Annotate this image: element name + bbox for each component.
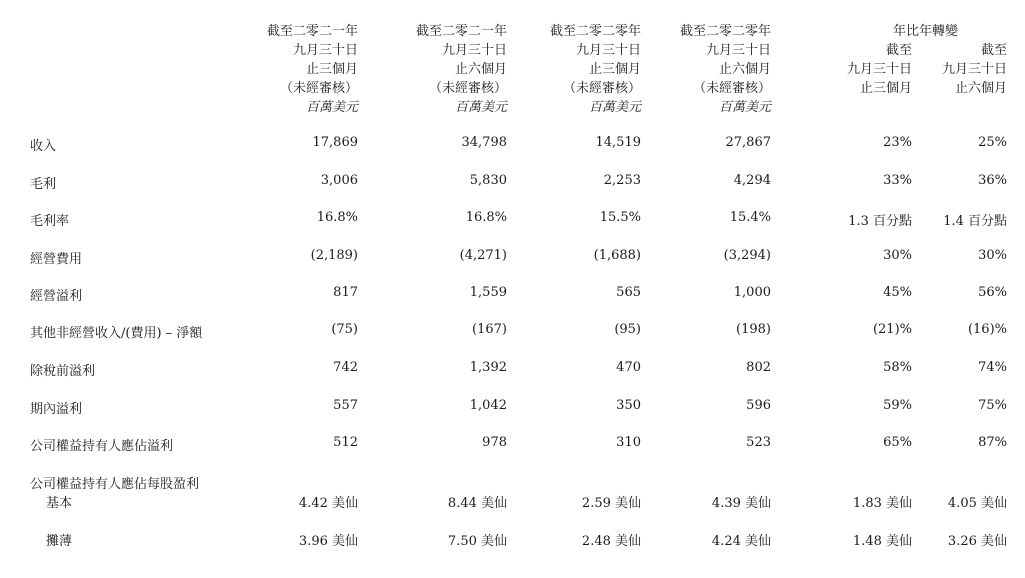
row-label: 公司權益持有人應佔溢利 (30, 439, 174, 454)
table-cell: 4.39 美仙 (711, 496, 771, 511)
table-cell: 45% (883, 285, 912, 300)
header-line: 截至 (885, 43, 912, 58)
table-cell: 25% (978, 135, 1007, 150)
table-cell: 27,867 (725, 135, 771, 150)
table-cell: 14,519 (595, 135, 641, 150)
row-revenue (0, 135, 1025, 155)
table-cell: 16.8% (316, 210, 358, 225)
table-cell: 742 (333, 360, 358, 375)
header-line: 截至二零二一年 (266, 24, 358, 39)
table-cell: 596 (746, 398, 771, 413)
table-cell: 7.50 美仙 (447, 534, 507, 549)
table-cell: 59% (883, 398, 912, 413)
row-eps-diluted (0, 530, 1025, 550)
header-unit: 百萬美元 (305, 100, 358, 115)
yoy-title: 年比年轉變 (892, 24, 958, 39)
column-header-q3-2021 (267, 22, 358, 117)
row-operating-profit (0, 285, 1025, 305)
table-cell: 557 (333, 398, 358, 413)
header-unit: 百萬美元 (718, 100, 771, 115)
table-cell: (75) (331, 322, 358, 337)
table-cell: (95) (614, 322, 641, 337)
row-profit-attributable (0, 435, 1025, 455)
row-label: 收入 (30, 139, 57, 154)
table-cell: 2,253 (603, 173, 641, 188)
header-line: （未經審核） (428, 81, 507, 96)
header-line: （未經審核） (562, 81, 641, 96)
table-cell: 56% (978, 285, 1007, 300)
header-line: （未經審核） (692, 81, 771, 96)
yoy-header-three-months (847, 41, 912, 98)
table-cell: 65% (883, 435, 912, 450)
table-cell: 34,798 (461, 135, 507, 150)
header-line: 九月三十日 (846, 62, 912, 77)
table-cell: (167) (472, 322, 507, 337)
row-gross-profit (0, 173, 1025, 193)
header-line: 截至 (980, 43, 1007, 58)
header-line: 九月三十日 (941, 62, 1007, 77)
row-label: 基本 (46, 496, 73, 511)
row-eps-heading (0, 473, 1025, 493)
table-cell: 4.42 美仙 (298, 496, 358, 511)
table-cell: 310 (616, 435, 641, 450)
table-cell: 4.05 美仙 (947, 496, 1007, 511)
table-cell: 4,294 (733, 173, 771, 188)
table-cell: 15.5% (599, 210, 641, 225)
table-cell: (198) (736, 322, 771, 337)
table-cell: 1,559 (469, 285, 507, 300)
table-cell: 565 (616, 285, 641, 300)
table-cell: 802 (746, 360, 771, 375)
table-cell: 350 (616, 398, 641, 413)
header-line: 九月三十日 (441, 43, 507, 58)
row-eps-basic (0, 492, 1025, 512)
table-cell: 17,869 (312, 135, 358, 150)
table-cell: (4,271) (459, 248, 507, 263)
table-cell: 2.48 美仙 (581, 534, 641, 549)
header-line: 止六個月 (454, 62, 507, 77)
row-operating-expenses (0, 248, 1025, 268)
row-label: 經營費用 (30, 252, 83, 267)
header-line: 止六個月 (718, 62, 771, 77)
table-cell: 512 (333, 435, 358, 450)
table-cell: 1.48 美仙 (852, 534, 912, 549)
table-cell: 1,000 (733, 285, 771, 300)
row-label: 攤薄 (46, 534, 73, 549)
table-cell: 3.26 美仙 (947, 534, 1007, 549)
header-line: 止三個月 (305, 62, 358, 77)
table-cell: 523 (746, 435, 771, 450)
table-cell: 3.96 美仙 (298, 534, 358, 549)
column-header-h1-2021 (416, 22, 507, 117)
row-label: 期內溢利 (30, 402, 83, 417)
table-cell: 15.4% (729, 210, 771, 225)
row-gross-margin (0, 210, 1025, 230)
header-line: 止三個月 (859, 81, 912, 96)
header-unit: 百萬美元 (588, 100, 641, 115)
row-label: 毛利率 (30, 214, 70, 229)
table-cell: (16)% (967, 322, 1007, 337)
table-cell: 23% (883, 135, 912, 150)
row-label: 公司權益持有人應佔每股盈利 (30, 477, 200, 492)
row-other-non-operating (0, 322, 1025, 342)
table-cell: 30% (883, 248, 912, 263)
table-cell: 817 (333, 285, 358, 300)
table-cell: 74% (978, 360, 1007, 375)
table-cell: 1.3 百分點 (848, 214, 912, 229)
table-cell: (1,688) (593, 248, 641, 263)
row-label: 毛利 (30, 177, 57, 192)
header-line: 截至二零二零年 (549, 24, 641, 39)
table-cell: 3,006 (320, 173, 358, 188)
table-cell: (3,294) (723, 248, 771, 263)
table-cell: 30% (978, 248, 1007, 263)
header-line: 九月三十日 (575, 43, 641, 58)
header-line: 截至二零二零年 (679, 24, 771, 39)
table-cell: 470 (616, 360, 641, 375)
table-cell: (21)% (872, 322, 912, 337)
header-line: 截至二零二一年 (415, 24, 507, 39)
table-cell: 36% (978, 173, 1007, 188)
row-label: 除稅前溢利 (30, 364, 96, 379)
table-cell: 87% (978, 435, 1007, 450)
table-cell: 1.83 美仙 (852, 496, 912, 511)
table-cell: 8.44 美仙 (447, 496, 507, 511)
column-header-h1-2020 (680, 22, 771, 117)
header-line: （未經審核） (279, 81, 358, 96)
table-cell: 4.24 美仙 (711, 534, 771, 549)
table-cell: 2.59 美仙 (581, 496, 641, 511)
yoy-header-six-months (942, 41, 1007, 98)
header-line: 九月三十日 (292, 43, 358, 58)
header-line: 止六個月 (954, 81, 1007, 96)
table-cell: 1,392 (469, 360, 507, 375)
row-profit-for-period (0, 398, 1025, 418)
table-cell: 5,830 (469, 173, 507, 188)
table-cell: 978 (482, 435, 507, 450)
table-cell: 58% (883, 360, 912, 375)
yoy-header (838, 22, 1013, 96)
table-cell: 16.8% (465, 210, 507, 225)
table-cell: 33% (883, 173, 912, 188)
row-label: 其他非經營收入/(費用) – 淨額 (30, 326, 203, 341)
table-cell: 75% (978, 398, 1007, 413)
table-cell: 1,042 (469, 398, 507, 413)
column-header-q3-2020 (550, 22, 641, 117)
header-unit: 百萬美元 (454, 100, 507, 115)
row-label: 經營溢利 (30, 289, 83, 304)
header-line: 止三個月 (588, 62, 641, 77)
header-line: 九月三十日 (705, 43, 771, 58)
table-cell: 1.4 百分點 (943, 214, 1007, 229)
table-cell: (2,189) (310, 248, 358, 263)
row-profit-before-tax (0, 360, 1025, 380)
